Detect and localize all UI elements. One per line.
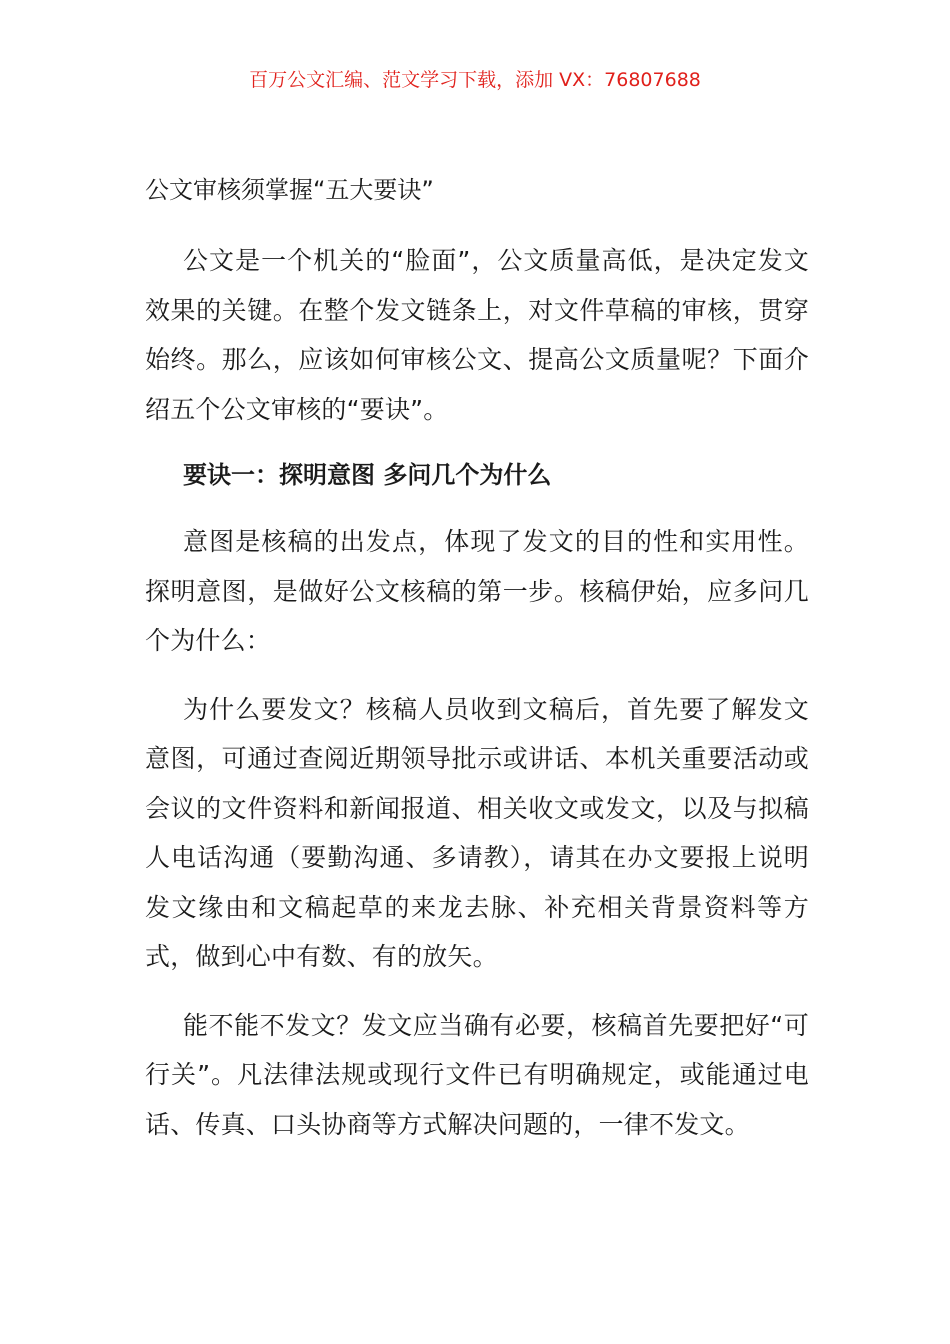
section-heading-1: 要诀一：探明意图 多问几个为什么 (183, 461, 552, 489)
document-body (145, 168, 809, 1168)
document-title: 公文审核须掌握“五大要诀” (145, 176, 434, 204)
section-1-paragraph: 为什么要发文？核稿人员收到文稿后，首先要了解发文意图，可通过查阅近期领导批示或讲话、本机关重要活动或会议的文件资料和新闻报道、相关收文或发文，以及与拟稿人电话沟通（要勤沟通、多请教），请其在办文要报上说明发文缘由和文稿起草的来龙去脉、补充相关背景资料等方式，做到心中有数、有的放矢。 (145, 694, 809, 971)
section-1-paragraph: 意图是核稿的出发点，体现了发文的目的性和实用性。探明意图，是做好公文核稿的第一步。核稿伊始，应多问几个为什么： (145, 527, 809, 655)
header-watermark-note: 百万公文汇编、范文学习下载，添加 VX：76807688 (249, 69, 701, 91)
section-1-paragraph: 能不能不发文？发文应当确有必要，核稿首先要把好“可行关”。凡法律法规或现行文件已有明确规定，或能通过电话、传真、口头协商等方式解决问题的，一律不发文。 (145, 1010, 809, 1139)
intro-paragraph: 公文是一个机关的“脸面”，公文质量高低，是决定发文效果的关键。在整个发文链条上，对文件草稿的审核，贯穿始终。那么，应该如何审核公文、提高公文质量呢？下面介绍五个公文审核的“要诀”。 (145, 246, 809, 424)
